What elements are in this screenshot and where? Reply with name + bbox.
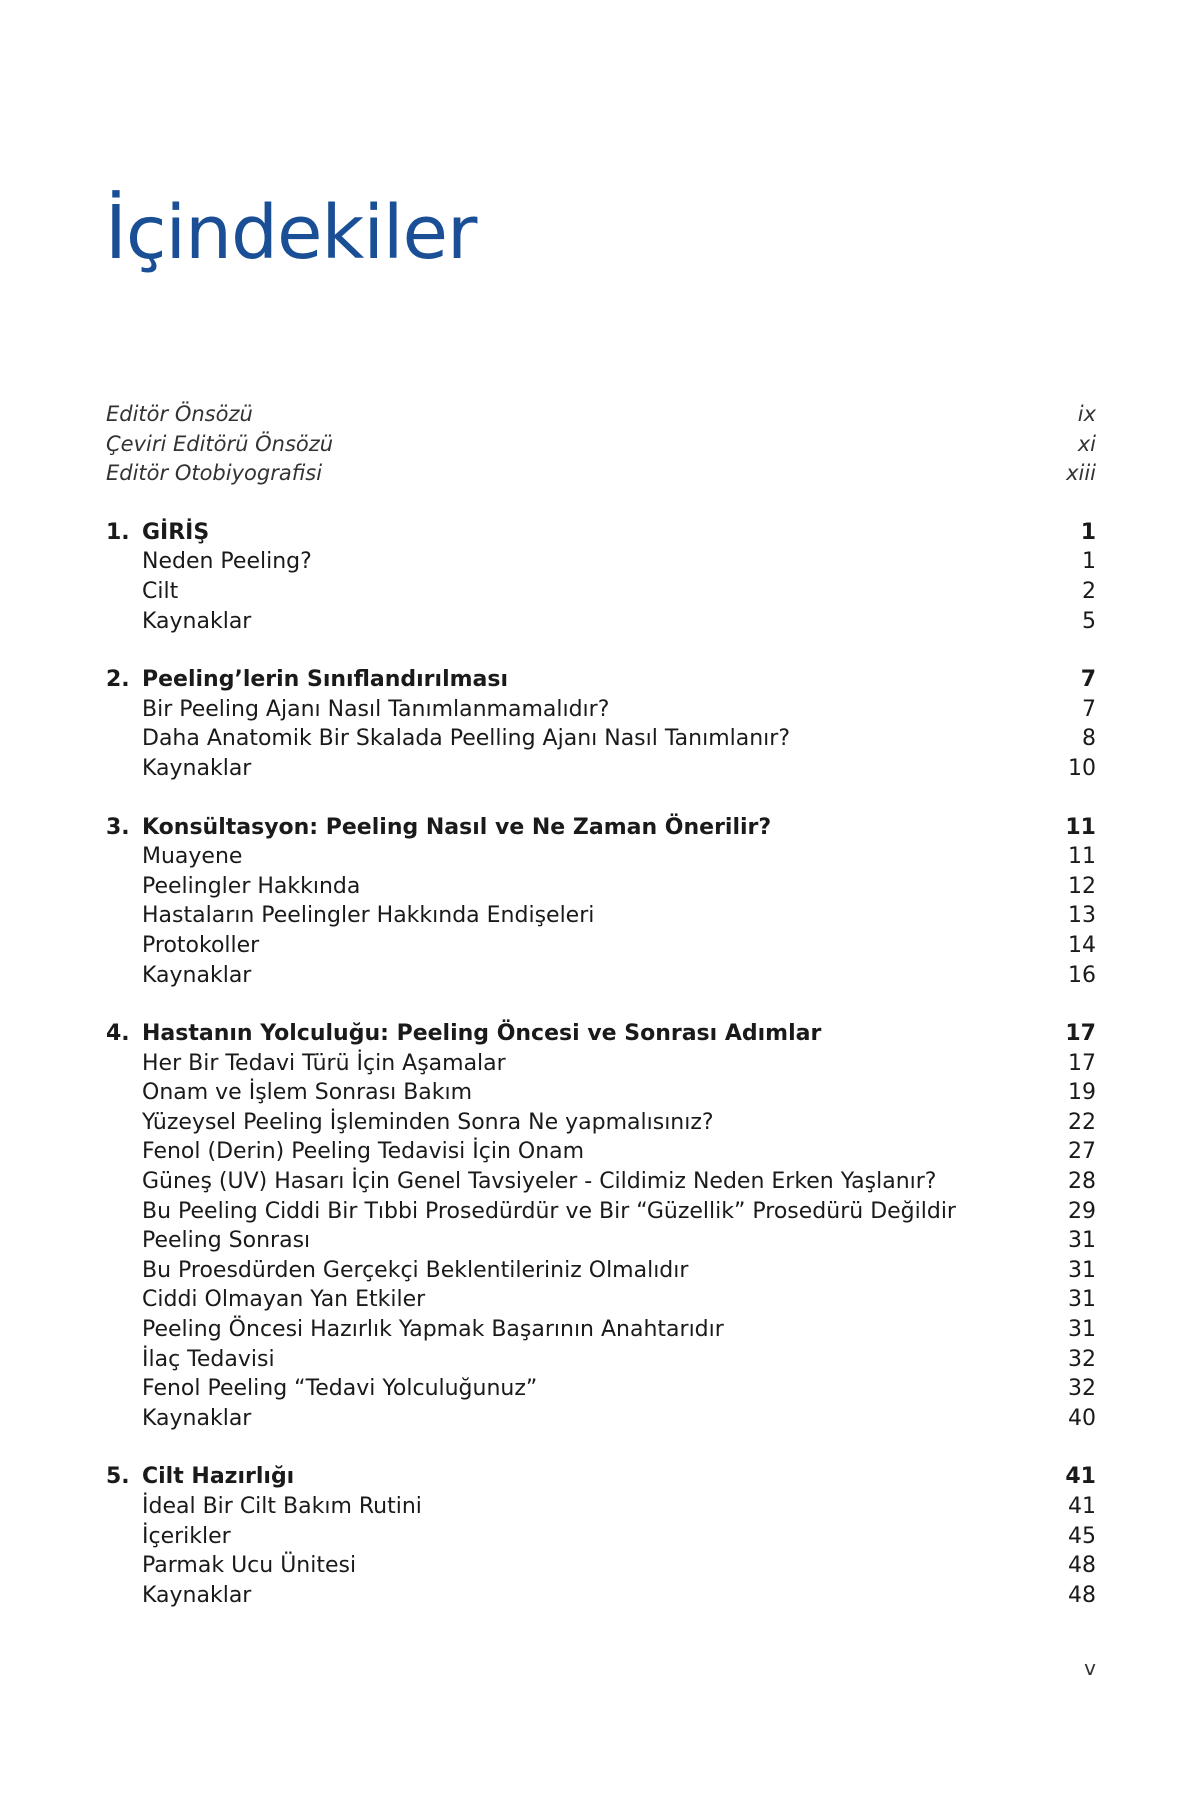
- chapter-title-wrap: [106, 1019, 1056, 1049]
- entry-page-number: 22: [1068, 1109, 1096, 1135]
- toc-entry: [106, 1522, 1096, 1552]
- toc-entry: [106, 1049, 1096, 1079]
- entry-label: Bir Peeling Ajanı Nasıl Tanımlanmamalıdır?: [142, 696, 610, 722]
- entry-label: Yüzeysel Peeling İşleminden Sonra Ne yapmalısınız?: [142, 1109, 714, 1135]
- page-title: İçindekiler: [105, 190, 477, 276]
- chapter-page-number: 7: [1080, 667, 1096, 693]
- entry-label: Fenol Peeling “Tedavi Yolculuğunuz”: [142, 1376, 538, 1402]
- entry-label: Peelingler Hakkında: [142, 873, 361, 899]
- entry-label: Kaynaklar: [142, 755, 252, 781]
- toc-entry: [106, 872, 1096, 902]
- chapter-number: 5.: [106, 1464, 130, 1490]
- chapter-title-wrap: [106, 1462, 1056, 1492]
- chapter-block: [106, 1019, 1096, 1433]
- chapter-title: Konsültasyon: Peeling Nasıl ve Ne Zaman Önerilir?: [142, 814, 772, 840]
- chapter-page-number: 17: [1065, 1021, 1096, 1047]
- chapter-title-wrap: [106, 813, 1056, 843]
- entry-page-number: 12: [1068, 873, 1096, 899]
- entry-page-number: 32: [1068, 1376, 1096, 1402]
- toc-entry: [106, 1226, 1096, 1256]
- toc-entry: [106, 931, 1096, 961]
- chapter-title: Peeling’lerin Sınıflandırılması: [142, 667, 509, 693]
- chapter-heading: [106, 813, 1096, 843]
- toc-entry: [106, 901, 1096, 931]
- chapter-block: [106, 665, 1096, 783]
- toc-entry: [106, 1285, 1096, 1315]
- entry-page-number: 27: [1068, 1139, 1096, 1165]
- entry-label: Bu Proesdürden Gerçekçi Beklentileriniz Olmalıdır: [142, 1257, 689, 1283]
- toc-entry: [106, 577, 1096, 607]
- chapter-block: [106, 813, 1096, 991]
- entry-page-number: xiii: [1066, 461, 1096, 486]
- toc-entry: [106, 724, 1096, 754]
- chapter-heading: [106, 1019, 1096, 1049]
- entry-page-number: 29: [1068, 1198, 1096, 1224]
- toc-entry: [106, 1374, 1096, 1404]
- entry-label: Editör Otobiyografisi: [106, 461, 323, 486]
- entry-page-number: 48: [1068, 1582, 1096, 1608]
- entry-label: Peeling Sonrası: [142, 1228, 311, 1254]
- entry-label: Ciddi Olmayan Yan Etkiler: [142, 1287, 426, 1313]
- front-matter-item: [106, 430, 1096, 460]
- entry-label: Parmak Ucu Ünitesi: [142, 1553, 357, 1579]
- chapter-list: [106, 518, 1096, 1611]
- toc-entry: [106, 1581, 1096, 1611]
- entry-page-number: 5: [1082, 608, 1096, 634]
- entry-page-number: ix: [1077, 402, 1096, 426]
- chapter-number: 2.: [106, 667, 130, 693]
- entry-page-number: 1: [1082, 549, 1096, 575]
- toc-entry: [106, 695, 1096, 725]
- entry-page-number: 40: [1068, 1405, 1096, 1431]
- entry-page-number: 45: [1068, 1523, 1096, 1549]
- entry-page-number: 19: [1068, 1080, 1096, 1106]
- entry-page-number: 2: [1082, 578, 1096, 604]
- chapter-block: [106, 1462, 1096, 1610]
- entry-label: Neden Peeling?: [142, 549, 312, 575]
- toc-entry: [106, 1404, 1096, 1434]
- entry-page-number: 11: [1068, 844, 1096, 870]
- entry-label: Peeling Öncesi Hazırlık Yapmak Başarının Anahtarıdır: [142, 1317, 724, 1343]
- entry-label: Muayene: [142, 844, 243, 870]
- chapter-page-number: 1: [1080, 519, 1096, 545]
- entry-page-number: 31: [1068, 1228, 1096, 1254]
- chapter-number: 1.: [106, 519, 130, 545]
- chapter-number: 3.: [106, 814, 130, 840]
- entry-label: İlaç Tedavisi: [142, 1346, 275, 1372]
- entry-page-number: 8: [1082, 726, 1096, 752]
- entry-page-number: 32: [1068, 1346, 1096, 1372]
- toc-entry: [106, 547, 1096, 577]
- chapter-heading: [106, 1462, 1096, 1492]
- entry-label: Protokoller: [142, 932, 260, 958]
- entry-label: İdeal Bir Cilt Bakım Rutini: [142, 1494, 422, 1519]
- toc-entry: [106, 961, 1096, 991]
- entry-label: Fenol (Derin) Peeling Tedavisi İçin Onam: [142, 1139, 585, 1165]
- chapter-title: Hastanın Yolculuğu: Peeling Öncesi ve Sonrası Adımlar: [142, 1021, 822, 1047]
- page-number: v: [1084, 1656, 1096, 1680]
- entry-label: Hastaların Peelingler Hakkında Endişeleri: [142, 903, 595, 929]
- chapter-heading: [106, 665, 1096, 695]
- chapter-title-wrap: [106, 665, 1056, 695]
- entry-label: Bu Peeling Ciddi Bir Tıbbi Prosedürdür ve Bir “Güzellik” Prosedürü Değildir: [142, 1198, 956, 1224]
- entry-label: Güneş (UV) Hasarı İçin Genel Tavsiyeler - Cildimiz Neden Erken Yaşlanır?: [142, 1169, 937, 1195]
- entry-page-number: 41: [1068, 1494, 1096, 1519]
- entry-page-number: 31: [1068, 1317, 1096, 1343]
- toc-entry: [106, 842, 1096, 872]
- table-of-contents: [106, 400, 1096, 1610]
- entry-page-number: xi: [1077, 431, 1096, 456]
- chapter-title: Cilt Hazırlığı: [142, 1464, 295, 1490]
- entry-page-number: 31: [1068, 1257, 1096, 1283]
- front-matter: [106, 400, 1096, 489]
- chapter-heading: [106, 518, 1096, 548]
- toc-entry: [106, 1108, 1096, 1138]
- chapter-title-wrap: [106, 518, 1056, 548]
- entry-page-number: 28: [1068, 1169, 1096, 1195]
- entry-label: Onam ve İşlem Sonrası Bakım: [142, 1080, 473, 1106]
- chapter-number: 4.: [106, 1021, 130, 1047]
- entry-label: Kaynaklar: [142, 1582, 252, 1608]
- toc-entry: [106, 1137, 1096, 1167]
- toc-entry: [106, 607, 1096, 637]
- chapter-block: [106, 518, 1096, 636]
- entry-page-number: 10: [1068, 755, 1096, 781]
- chapter-title: GİRİŞ: [142, 519, 210, 545]
- toc-entry: [106, 1492, 1096, 1522]
- toc-entry: [106, 1078, 1096, 1108]
- entry-label: Çeviri Editörü Önsözü: [106, 431, 334, 456]
- toc-entry: [106, 1167, 1096, 1197]
- entry-page-number: 16: [1068, 962, 1096, 988]
- entry-label: Kaynaklar: [142, 962, 252, 988]
- toc-entry: [106, 1315, 1096, 1345]
- entry-page-number: 48: [1068, 1553, 1096, 1579]
- toc-entry: [106, 754, 1096, 784]
- front-matter-item: [106, 400, 1096, 430]
- entry-page-number: 17: [1068, 1050, 1096, 1076]
- entry-label: İçerikler: [142, 1523, 231, 1549]
- entry-page-number: 31: [1068, 1287, 1096, 1313]
- entry-label: Kaynaklar: [142, 1405, 252, 1431]
- front-matter-item: [106, 459, 1096, 489]
- toc-entry: [106, 1197, 1096, 1227]
- chapter-page-number: 11: [1065, 814, 1096, 840]
- entry-page-number: 13: [1068, 903, 1096, 929]
- toc-entry: [106, 1345, 1096, 1375]
- entry-label: Cilt: [142, 578, 179, 604]
- entry-label: Editör Önsözü: [106, 402, 253, 426]
- toc-entry: [106, 1551, 1096, 1581]
- entry-label: Daha Anatomik Bir Skalada Peelling Ajanı Nasıl Tanımlanır?: [142, 726, 790, 752]
- chapter-page-number: 41: [1065, 1464, 1096, 1490]
- entry-label: Her Bir Tedavi Türü İçin Aşamalar: [142, 1050, 506, 1076]
- entry-label: Kaynaklar: [142, 608, 252, 634]
- toc-entry: [106, 1256, 1096, 1286]
- entry-page-number: 14: [1068, 932, 1096, 958]
- entry-page-number: 7: [1082, 696, 1096, 722]
